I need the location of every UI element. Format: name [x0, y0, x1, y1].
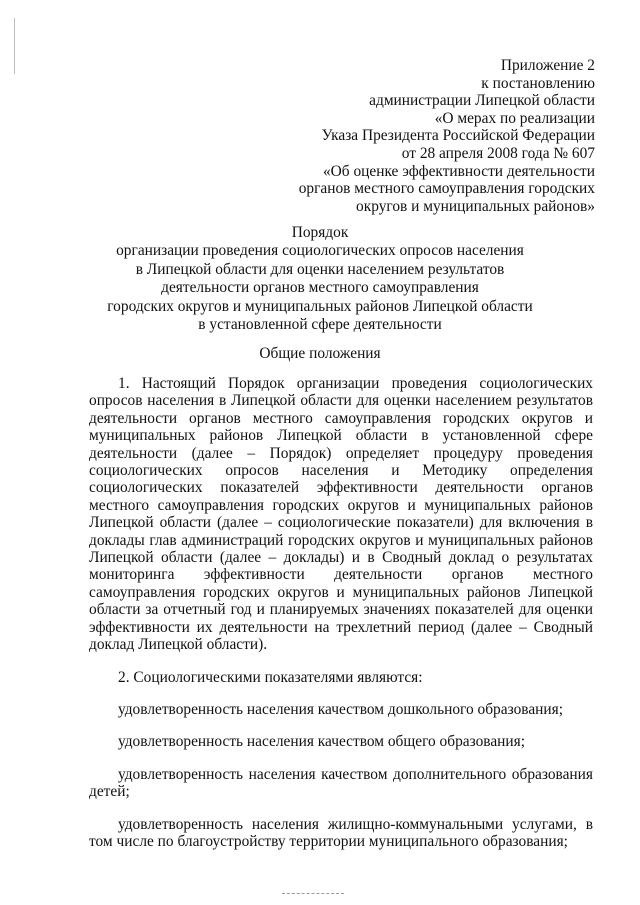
section-heading: Общие положения [259, 345, 381, 362]
page-bottom-mark [282, 893, 344, 894]
paragraph: 2. Социологическими показателями являются: [118, 668, 423, 686]
appendix-line: к постановлению [481, 74, 595, 92]
title-line: в установленной сфере деятельности [198, 316, 442, 334]
appendix-line: Приложение 2 [500, 57, 595, 74]
appendix-line: округов и муниципальных районов» [356, 197, 595, 215]
paragraph: удовлетворенность населения качеством дополнительного образования детей; [89, 765, 593, 801]
scan-edge-mark [14, 18, 15, 74]
appendix-line: Указа Президента Российской Федерации [321, 127, 595, 145]
appendix-line: «О мерах по реализации [434, 109, 595, 127]
title-line: Порядок [291, 224, 349, 241]
title-line: городских округов и муниципальных районов Липецкой области [107, 297, 533, 315]
paragraph: удовлетворенность населения качеством дошкольного образования; [118, 700, 563, 718]
document-body [89, 375, 593, 850]
paragraph: удовлетворенность населения качеством общего образования; [118, 733, 526, 751]
title-line: организации проведения социологических опросов населения [116, 242, 524, 260]
title-line: деятельности органов местного самоуправления [161, 279, 479, 297]
paragraph: 1. Настоящий Порядок организации проведения социологических опросов населения в Липецкой области для оценки населением результатов деятельности органов местного самоуправления городских округов и муниципальных районов Липецкой области в установленной сфере деятельности (далее – Порядок) определяет процедуру проведения социологических опросов населения и Методику определения социологических показателей эффективности деятельности органов местного самоуправления городских округов и муниципальных районов Липецкой области (далее – социологические показатели) для включения в доклады глав администраций городских округов и муниципальных районов Липецкой области (далее – доклады) и в Сводный доклад о результатах мониторинга эффективности деятельности органов местного самоуправления городских округов и муниципальных районов Липецкой области за отчетный год и планируемых значениях показателей для оценки эффективности их деятельности на трехлетний период (далее – Сводный доклад Липецкой области). [89, 375, 593, 654]
paragraph: удовлетворенность населения жилищно-коммунальными услугами, в том числе по благоустройству территории муниципального образования; [89, 815, 593, 850]
appendix-line: органов местного самоуправления городских [298, 180, 595, 198]
title-line: в Липецкой области для оценки населением результатов [135, 260, 505, 278]
document-title [0, 224, 640, 334]
appendix-line: от 28 апреля 2008 года № 607 [401, 144, 595, 162]
appendix-header [299, 57, 595, 215]
appendix-line: «Об оценке эффективности деятельности [322, 162, 595, 180]
appendix-line: администрации Липецкой области [369, 92, 595, 110]
